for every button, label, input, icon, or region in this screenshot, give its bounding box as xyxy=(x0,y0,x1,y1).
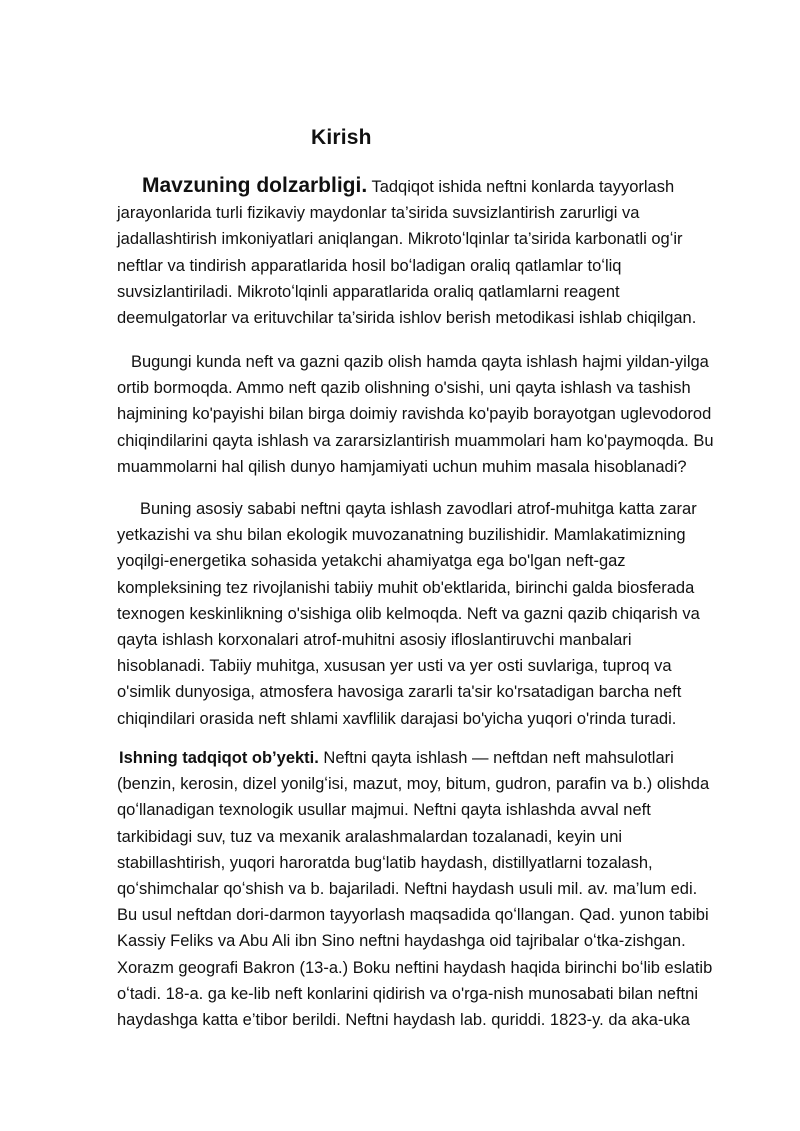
paragraph-line: texnogen keskinlikning o'sishiga olib kelmoqda. Neft va gazni qazib chiqarish va xyxy=(117,604,700,623)
paragraph-line: qoʻllanadigan texnologik usullar majmui. Neftni qayta ishlashda avval neft xyxy=(117,801,651,820)
paragraph-production-growth xyxy=(117,349,757,480)
paragraph-line: qoʻshimchalar qoʻshish va b. bajariladi. Neftni haydash usuli mil. av. ma’lum edi. xyxy=(117,880,698,899)
paragraph-line: qayta ishlash korxonalari atrof-muhitni asosiy ifloslantiruvchi manbalari xyxy=(117,631,632,650)
paragraph-line: kompleksining tez rivojlanishi tabiiy muhit ob'ektlarida, birinchi galda biosferada xyxy=(117,578,695,597)
paragraph-line: hisoblanadi. Tabiiy muhitga, xususan yer usti va yer osti suvlariga, tuproq va xyxy=(117,657,672,676)
paragraph-line: hajmining ko'payishi bilan birga doimiy ravishda ko'payib borayotgan uglevodorod xyxy=(117,405,712,424)
section-heading-research-object: Ishning tadqiqot ob’yekti. xyxy=(119,749,319,767)
paragraph-line: yetkazishi va shu bilan ekologik muvozanatning buzilishidir. Mamlakatimizning xyxy=(117,526,686,545)
paragraph-line: o'simlik dunyosiga, atmosfera havosiga zararli ta'sir ko'rsatadigan barcha neft xyxy=(117,683,682,702)
paragraph-relevance xyxy=(117,173,757,331)
paragraph-line: stabillashtirish, yuqori haroratda bugʻlatib haydash, distillyatlarni tozalash, xyxy=(117,853,653,872)
paragraph-line: Buning asosiy sababi neftni qayta ishlash zavodlari atrof-muhitga katta zarar xyxy=(140,500,697,518)
paragraph-line: jadallashtirish imkoniyatlari aniqlangan. Mikrotoʻlqinlar ta’sirida karbonatli ogʻir xyxy=(117,230,683,249)
paragraph-line: oʻtadi. 18-a. ga ke-lib neft konlarini qidirish va o'rga-nish munosabati bilan neftni xyxy=(117,984,698,1003)
document-title: Kirish xyxy=(311,126,372,149)
paragraph-line: Bugungi kunda neft va gazni qazib olish hamda qayta ishlash hajmi yildan-yilga xyxy=(131,353,709,371)
paragraph-line: haydashga katta e’tibor berildi. Neftni haydash lab. quriddi. 1823-y. da aka-uka xyxy=(117,1011,690,1030)
paragraph-line: tarkibidagi suv, tuz va mexanik aralashmalardan tozalanadi, keyin uni xyxy=(117,827,623,846)
paragraph-line: Bu usul neftdan dori-darmon tayyorlash maqsadida qoʻllangan. Qad. yunon tabibi xyxy=(117,906,709,925)
paragraph-line: Mavzuning dolzarbligi. Tadqiqot ishida neftni konlarda tayyorlash xyxy=(142,174,675,197)
paragraph-line: ortib bormoqda. Ammo neft qazib olishning o'sishi, uni qayta ishlash va tashish xyxy=(117,379,691,398)
paragraph-line: neftlar va tindirish apparatlarida hosil boʻladigan oraliq qatlamlar toʻliq xyxy=(117,256,622,275)
paragraph-research-object xyxy=(117,745,757,1033)
paragraph-line: chiqindilarini qayta ishlash va zararsizlantirish muammolari ham ko'paymoqda. Bu xyxy=(117,431,714,450)
paragraph-line: yoqilgi-energetika sohasida yetakchi ahamiyatga ega bo'lgan neft-gaz xyxy=(117,552,626,571)
paragraph-line: Ishning tadqiqot ob’yekti. Neftni qayta ishlash — neftdan neft mahsulotlari xyxy=(119,749,674,767)
paragraph-main-reason xyxy=(117,496,757,732)
paragraph-line: deemulgatorlar va erituvchilar ta’sirida ishlov berish metodikasi ishlab chiqilgan. xyxy=(117,309,697,328)
paragraph-line: suvsizlantiriladi. Mikrotoʻlqinli apparatlarida oraliq qatlamlarni reagent xyxy=(117,282,620,301)
paragraph-line: (benzin, kerosin, dizel yonilgʻisi, mazut, moy, bitum, gudron, parafin va b.) olishda xyxy=(117,775,710,794)
section-heading-relevance: Mavzuning dolzarbligi. xyxy=(142,174,368,197)
paragraph-line: chiqindilari orasida neft shlami xavflilik darajasi bo'yicha yuqori o'rinda turadi. xyxy=(117,709,677,728)
paragraph-line: Xorazm geografi Bakron (13-a.) Boku neftini haydash haqida birinchi boʻlib eslatib xyxy=(117,958,713,977)
paragraph-line: Kassiy Feliks va Abu Ali ibn Sino neftni haydashga oid tajribalar oʻtka-zishgan. xyxy=(117,932,686,951)
paragraph-line: jarayonlarida turli fizikaviy maydonlar ta’sirida suvsizlantirish zarurligi va xyxy=(117,204,640,223)
paragraph-line: muammolarni hal qilish dunyo hamjamiyati uchun muhim masala hisoblanadi? xyxy=(117,457,687,476)
